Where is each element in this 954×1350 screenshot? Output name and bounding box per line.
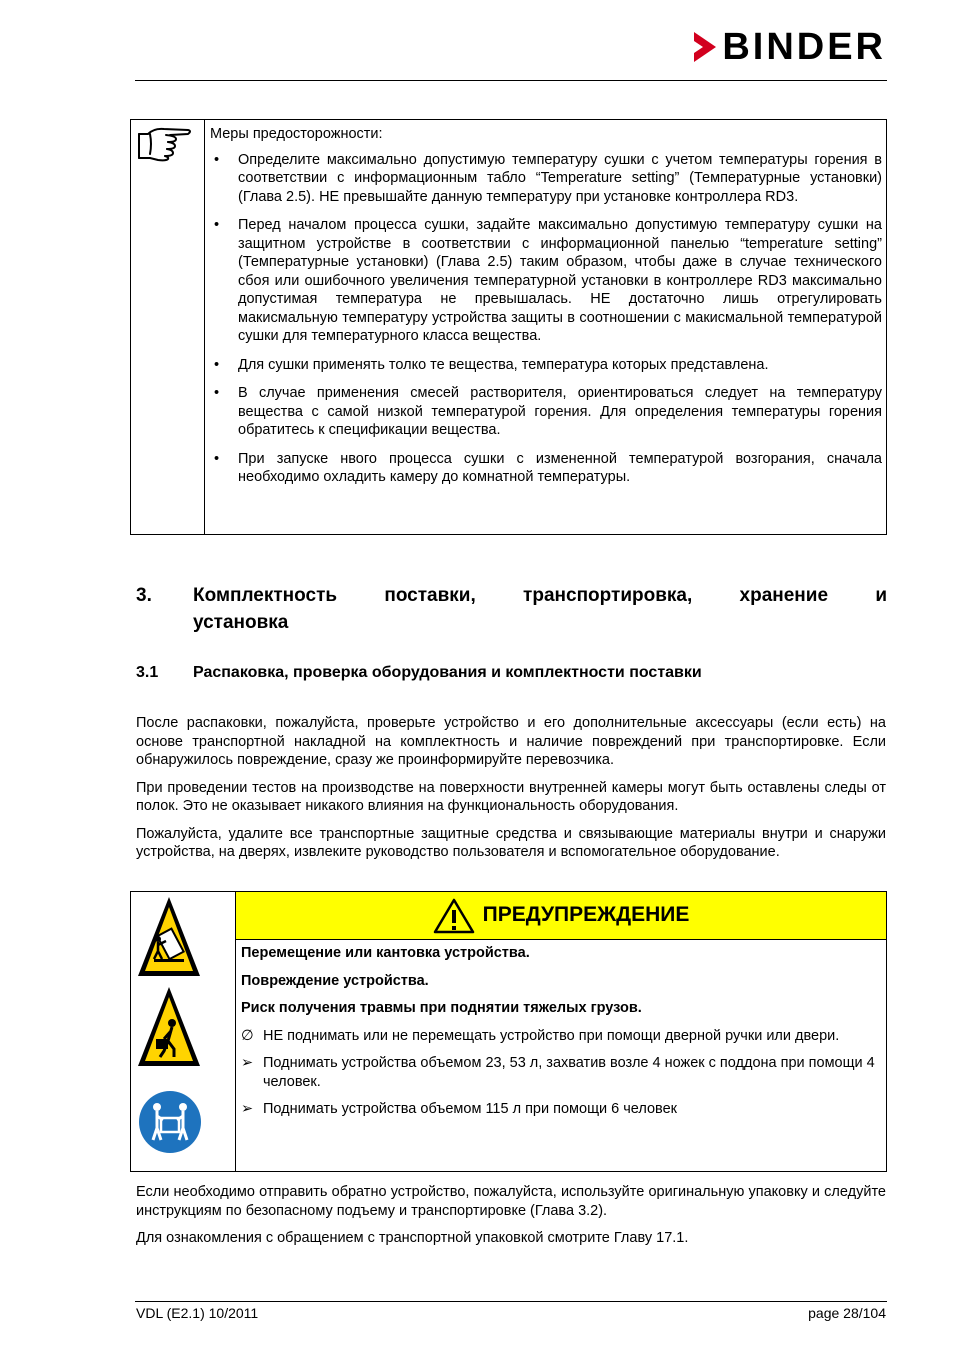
prohibition-text: НЕ поднимать или не перемещать устройство при помощи дверной ручки или двери. — [263, 1027, 840, 1044]
list-item: • Для сушки применять толко те вещества, температура которых представлена. — [210, 356, 882, 375]
prohibition-mark-icon: ∅ — [241, 1027, 254, 1044]
precautions-title: Меры предосторожности: — [210, 126, 383, 142]
precautions-divider — [204, 119, 205, 535]
paragraph: При проведении тестов на производстве на поверхности внутренней камеры могут быть оставлены следы от полок. Это не оказывает никакого влияния на функциональность оборудования. — [136, 779, 886, 814]
precautions-content — [210, 125, 882, 497]
pointing-hand-icon — [136, 124, 194, 170]
paragraph: Если необходимо отправить обратно устройство, пожалуйста, используйте оригинальную упаковку и следуйте инструкциям по безопасному подъему и транспортировке (Глава 3.2). — [136, 1184, 886, 1219]
heavy-load-warning-icon — [136, 985, 202, 1075]
team-lift-mandatory-icon — [137, 1076, 203, 1174]
body-paragraphs — [136, 714, 886, 871]
warning-line: Повреждение устройства. — [241, 972, 429, 989]
warning-title: ПРЕДУПРЕЖДЕНИЕ — [482, 903, 690, 927]
tip-over-warning-icon — [136, 895, 202, 985]
section-title-line-1: Комплектность поставки, транспортировка, хранение и — [193, 585, 887, 606]
warning-content — [241, 944, 881, 1128]
action-text: Поднимать устройства объемом 115 л при помощи 6 человек — [263, 1101, 678, 1117]
section-3-1-heading — [136, 664, 702, 683]
precautions-list — [210, 151, 882, 487]
footer-rule — [135, 1301, 887, 1302]
list-item: • Перед началом процесса сушки, задайте максимально допустимую температуру сушки на защитном устройстве в соответствии с информационной панелью “temperature setting” (Температурные установки) (Глава 2.5) таким образом, чтобы даже в случае технического сбоя или ошибочного увеличения температурной установки в контроллере RD3 максимально допустимая температура не превышалась. НЕ достаточно лишь отрегулировать макисмальную температуру устройства защиты в соотношении с макисмальной температурой сушки для температурного класса вещества. — [210, 216, 882, 346]
warning-line: Перемещение или кантовка устройства. — [241, 945, 530, 961]
subsection-title: Распаковка, проверка оборудования и комплектности поставки — [193, 664, 702, 681]
brand-name: BINDER — [722, 26, 886, 68]
paragraph: После распаковки, пожалуйста, проверьте устройство и его дополнительные аксессуары (если есть) на основе транспортной накладной на комплектность и наличие повреждений при транспортировке. Если обнаружилось повреждение, сразу же проинформируйте перевозчика. — [136, 715, 886, 768]
action-item — [241, 1100, 881, 1119]
list-item: • При запуске нвого процесса сушки с измененной температурой возгорания, сначала необходимо охладить камеру до комнатной температуры. — [210, 450, 882, 487]
paragraph: Пожалуйста, удалите все транспортные защитные средства и связывающие материалы внутри и снаружи устройства, на дверях, извлеките руководство пользователя и вспомогательное оборудование. — [136, 825, 886, 860]
arrow-mark-icon: ➢ — [241, 1101, 254, 1117]
arrow-mark-icon: ➢ — [241, 1055, 254, 1071]
binder-logo — [694, 26, 886, 68]
logo-mark-icon — [694, 32, 716, 62]
action-text: Поднимать устройства объемом 23, 53 л, захватив возле 4 ножек с поддона при помощи 4 человек. — [263, 1055, 875, 1090]
warning-line: Риск получения травмы при поднятии тяжелых грузов. — [241, 1000, 642, 1016]
paragraph: Для ознакомления с обращением с транспортной упаковкой смотрите Главу 17.1. — [136, 1230, 689, 1246]
warning-triangle-icon — [433, 898, 475, 934]
header-rule — [135, 80, 887, 81]
action-item — [241, 1054, 881, 1091]
prohibition-item — [241, 1027, 881, 1046]
warning-header — [236, 892, 886, 940]
section-number: 3. — [136, 585, 152, 606]
section-3-heading — [136, 582, 887, 636]
closing-paragraphs — [136, 1183, 886, 1257]
footer-page-number: page 28/104 — [808, 1305, 886, 1321]
section-title-line-2: установка — [193, 612, 289, 633]
subsection-number: 3.1 — [136, 664, 159, 681]
list-item: • В случае применения смесей растворителя, ориентироваться следует на температуру вещества с самой низкой температурой горения. Для определения температуры горения обратитесь к спецификации вещества. — [210, 384, 882, 440]
footer-doc-id: VDL (E2.1) 10/2011 — [136, 1305, 259, 1321]
list-item: • Определите максимально допустимую температуру сушки с учетом температуры горения в соответствии с информационным табло “Temperature setting” (Температурные установки) (Глава 2.5). НЕ превышайте данную температуру при установке контроллера RD3. — [210, 151, 882, 207]
